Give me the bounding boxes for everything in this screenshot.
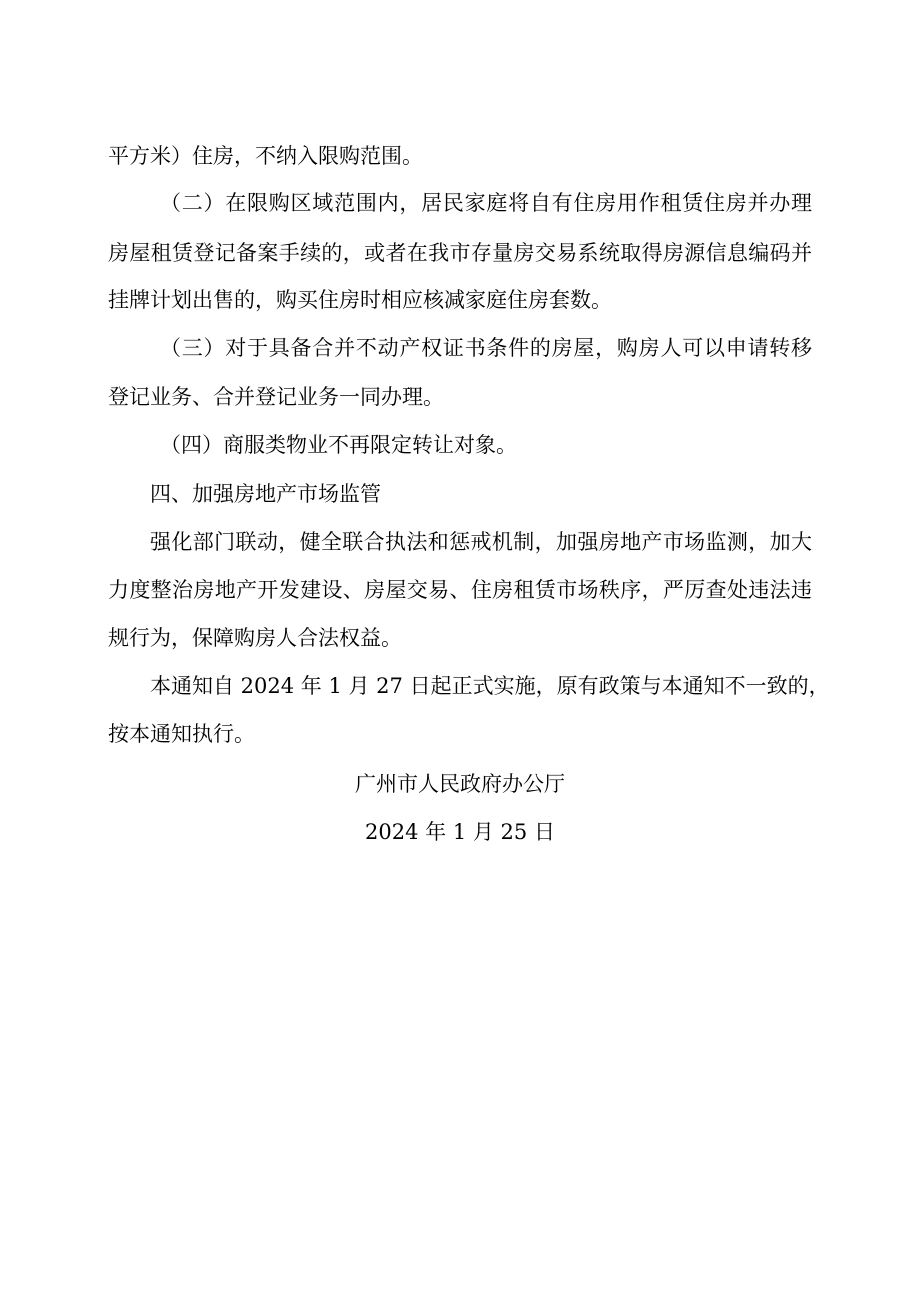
paragraph-line-2: （二）在限购区域范围内，居民家庭将自有住房用作租赁住房并办理	[160, 191, 812, 215]
paragraph-line-6: 登记业务、合并登记业务一同办理。	[108, 385, 444, 409]
paragraph-line-7: （四）商服类物业不再限定转让对象。	[160, 433, 517, 457]
paragraph-line-10: 规行为，保障购房人合法权益。	[108, 626, 402, 650]
paragraph-line-1: 平方米）住房，不纳入限购范围。	[108, 144, 423, 168]
paragraph-line-8: 强化部门联动，健全联合执法和惩戒机制，加强房地产市场监测，加大	[150, 530, 812, 554]
signature-date: 2024 年 1 月 25 日	[365, 820, 555, 844]
paragraph-line-12: 按本通知执行。	[108, 722, 255, 746]
paragraph-line-5: （三）对于具备合并不动产权证书条件的房屋，购房人可以申请转移	[160, 336, 812, 360]
paragraph-line-3: 房屋租赁登记备案手续的，或者在我市存量房交易系统取得房源信息编码并	[108, 241, 812, 265]
paragraph-line-4: 挂牌计划出售的，购买住房时相应核减家庭住房套数。	[108, 288, 612, 312]
signature-issuer: 广州市人民政府办公厅	[355, 772, 565, 796]
paragraph-line-9: 力度整治房地产开发建设、房屋交易、住房租赁市场秩序，严厉查处违法违	[108, 578, 812, 602]
section-heading: 四、加强房地产市场监管	[150, 482, 381, 506]
paragraph-line-11: 本通知自 2024 年 1 月 27 日起正式实施，原有政策与本通知不一致的，	[150, 674, 830, 698]
